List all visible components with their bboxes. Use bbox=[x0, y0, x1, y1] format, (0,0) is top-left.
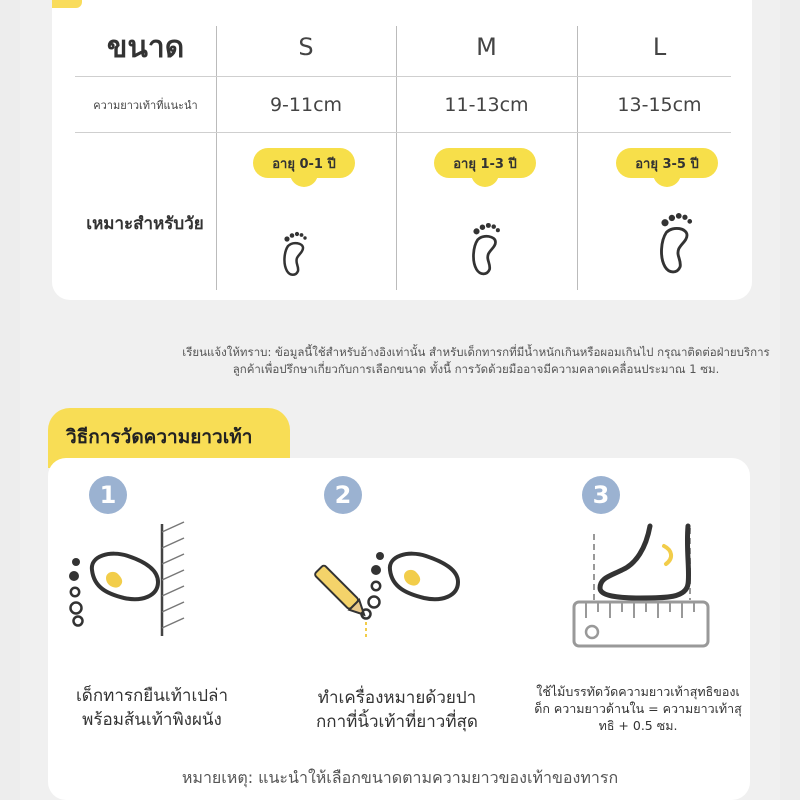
age-badge-l: อายุ 3-5 ปี bbox=[616, 148, 718, 178]
disclaimer-text: เรียนแจ้งให้ทราบ: ข้อมูลนี้ใช้สำหรับอ้างอิงเท่านั้น สำหรับเด็กทารกที่มีน้ำหนักเกินหรือผอมเกินไป กรุณาติดต่อฝ่ายบริการลูกค้าเพื่อปรึกษาเกี่ยวกับการเลือกขนาด ทั้งนี้ การวัดด้วยมืออาจมีความคลาดเคลื่อนประมาณ 1 ซม. bbox=[182, 345, 770, 376]
step-1-number: 1 bbox=[89, 476, 127, 514]
range-l: 13-15cm bbox=[617, 94, 702, 116]
step-1-description: เด็กทารกยืนเท้าเปล่า พร้อมส้นเท้าพิงผนัง bbox=[75, 686, 229, 730]
step-2-description: ทำเครื่องหมายด้วยปา กกาที่นิ้วเท้าที่ยาวที่สุด bbox=[316, 688, 478, 732]
size-m: M bbox=[476, 33, 497, 61]
table-divider bbox=[75, 76, 731, 77]
foot-ruler-icon bbox=[570, 520, 712, 650]
foot-against-wall-icon bbox=[62, 518, 192, 638]
range-s: 9-11cm bbox=[269, 94, 343, 116]
step-3-number: 3 bbox=[582, 476, 620, 514]
step-2-number: 2 bbox=[324, 476, 362, 514]
measurement-note: หมายเหตุ: แนะนำให้เลือกขนาดตามความยาวของเท้าของทารก bbox=[181, 768, 619, 787]
footprint-large-icon bbox=[654, 206, 698, 278]
footprint-medium-icon bbox=[467, 218, 505, 278]
size-l: L bbox=[652, 33, 667, 61]
age-badge-s: อายุ 0-1 ปี bbox=[253, 148, 355, 178]
age-row-label: เหมาะสำหรับวัย bbox=[86, 213, 204, 234]
step-3-description: ใช้ไม้บรรทัดวัดความยาวเท้าสุทธิของเ ด็ก ความยาวด้านใน = ความยาวเท้าสุ ทธิ + 0.5 ซม. bbox=[534, 684, 742, 733]
range-m: 11-13cm bbox=[444, 94, 529, 116]
table-divider bbox=[75, 132, 731, 133]
size-s: S bbox=[298, 33, 314, 61]
age-badge-m: อายุ 1-3 ปี bbox=[434, 148, 536, 178]
size-header-label: ขนาด bbox=[106, 29, 185, 65]
card-accent-strip bbox=[52, 0, 82, 8]
pencil-mark-icon bbox=[308, 540, 468, 640]
method-title: วิธีการวัดความยาวเท้า bbox=[66, 426, 253, 448]
foot-length-label: ความยาวเท้าที่แนะนำ bbox=[93, 99, 198, 112]
footprint-small-icon bbox=[279, 228, 311, 278]
